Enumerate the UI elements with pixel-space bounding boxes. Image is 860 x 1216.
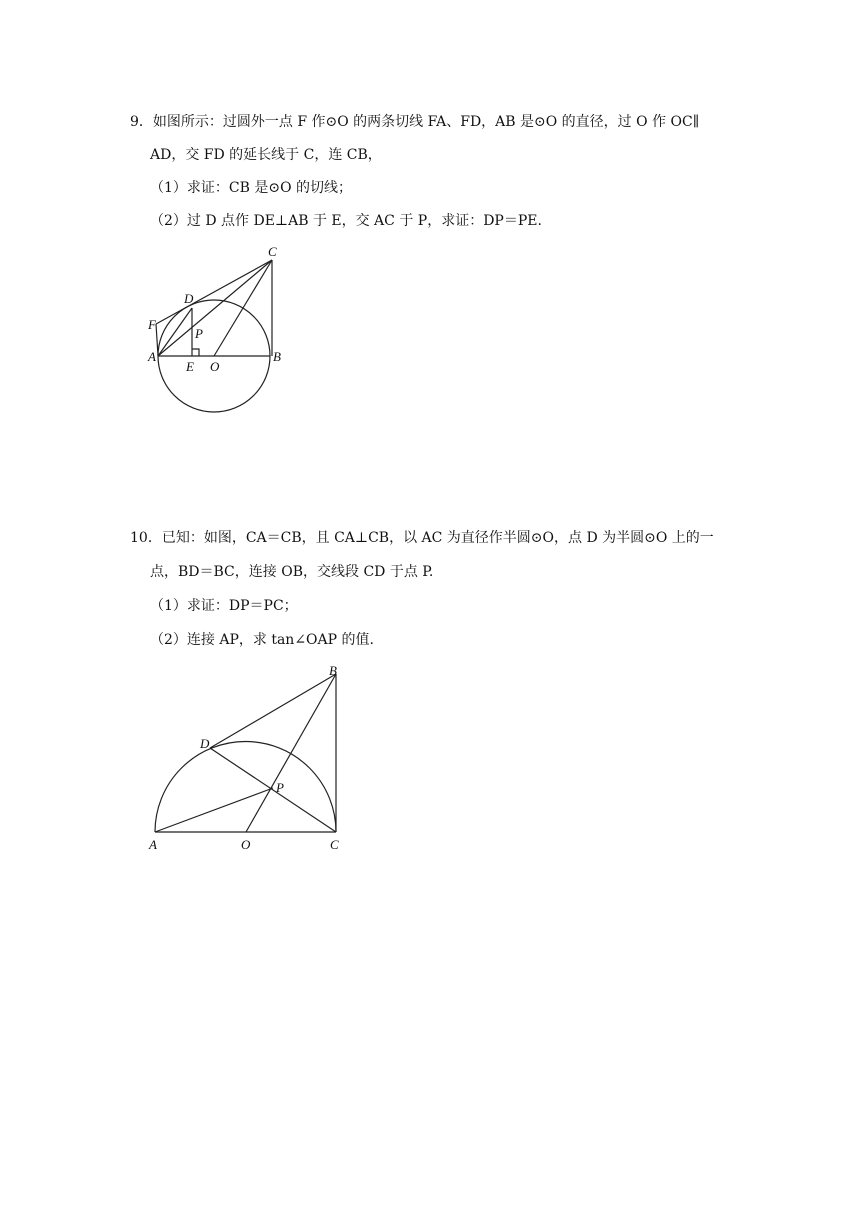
label-e: E <box>186 359 194 374</box>
problem9-part2: （2）过 D 点作 DE⊥AB 于 E，交 AC 于 P，求证：DP＝PE. <box>150 213 542 229</box>
problem10-figure <box>140 660 360 860</box>
label-p: P <box>195 326 203 341</box>
label-o: O <box>241 837 251 852</box>
label-c: C <box>268 244 277 259</box>
segment-fa <box>156 324 158 356</box>
segment-dc <box>210 748 336 832</box>
problem10-part2: （2）连接 AP，求 tan∠OAP 的值. <box>150 632 374 648</box>
problem10-statement-line1: 10．已知：如图，CA＝CB，且 CA⊥CB，以 AC 为直径作半圆⊙O，点 D 为半圆⊙O 上的一 <box>130 530 714 546</box>
problem9-part1: （1）求证：CB 是⊙O 的切线； <box>150 180 353 196</box>
label-f: F <box>148 317 156 332</box>
semicircle-o <box>155 742 336 833</box>
label-a: A <box>148 349 156 364</box>
segment-fc <box>156 260 272 324</box>
segment-ap <box>155 788 273 832</box>
problem10-statement-line2: 点，BD＝BC，连接 OB，交线段 CD 于点 P. <box>150 564 434 580</box>
segment-oc <box>214 260 272 356</box>
problem10-part1: （1）求证：DP＝PC； <box>150 598 298 614</box>
problem9-statement-line2: AD，交 FD 的延长线于 C，连 CB， <box>150 147 382 163</box>
segment-ob <box>246 674 336 832</box>
label-d: D <box>184 291 194 306</box>
label-b: B <box>329 663 337 678</box>
problem9-statement-line1: 9．如图所示：过圆外一点 F 作⊙O 的两条切线 FA、FD，AB 是⊙O 的直径，过 O 作 OC∥ <box>130 114 700 130</box>
right-angle-marker <box>192 349 199 356</box>
label-a: A <box>149 837 157 852</box>
label-o: O <box>210 359 220 374</box>
label-c: C <box>330 837 339 852</box>
problem9-figure <box>140 240 300 420</box>
label-d: D <box>200 736 210 751</box>
segment-ac <box>158 260 272 356</box>
segment-db <box>210 674 336 748</box>
label-b: B <box>273 349 281 364</box>
label-p: P <box>276 780 284 795</box>
